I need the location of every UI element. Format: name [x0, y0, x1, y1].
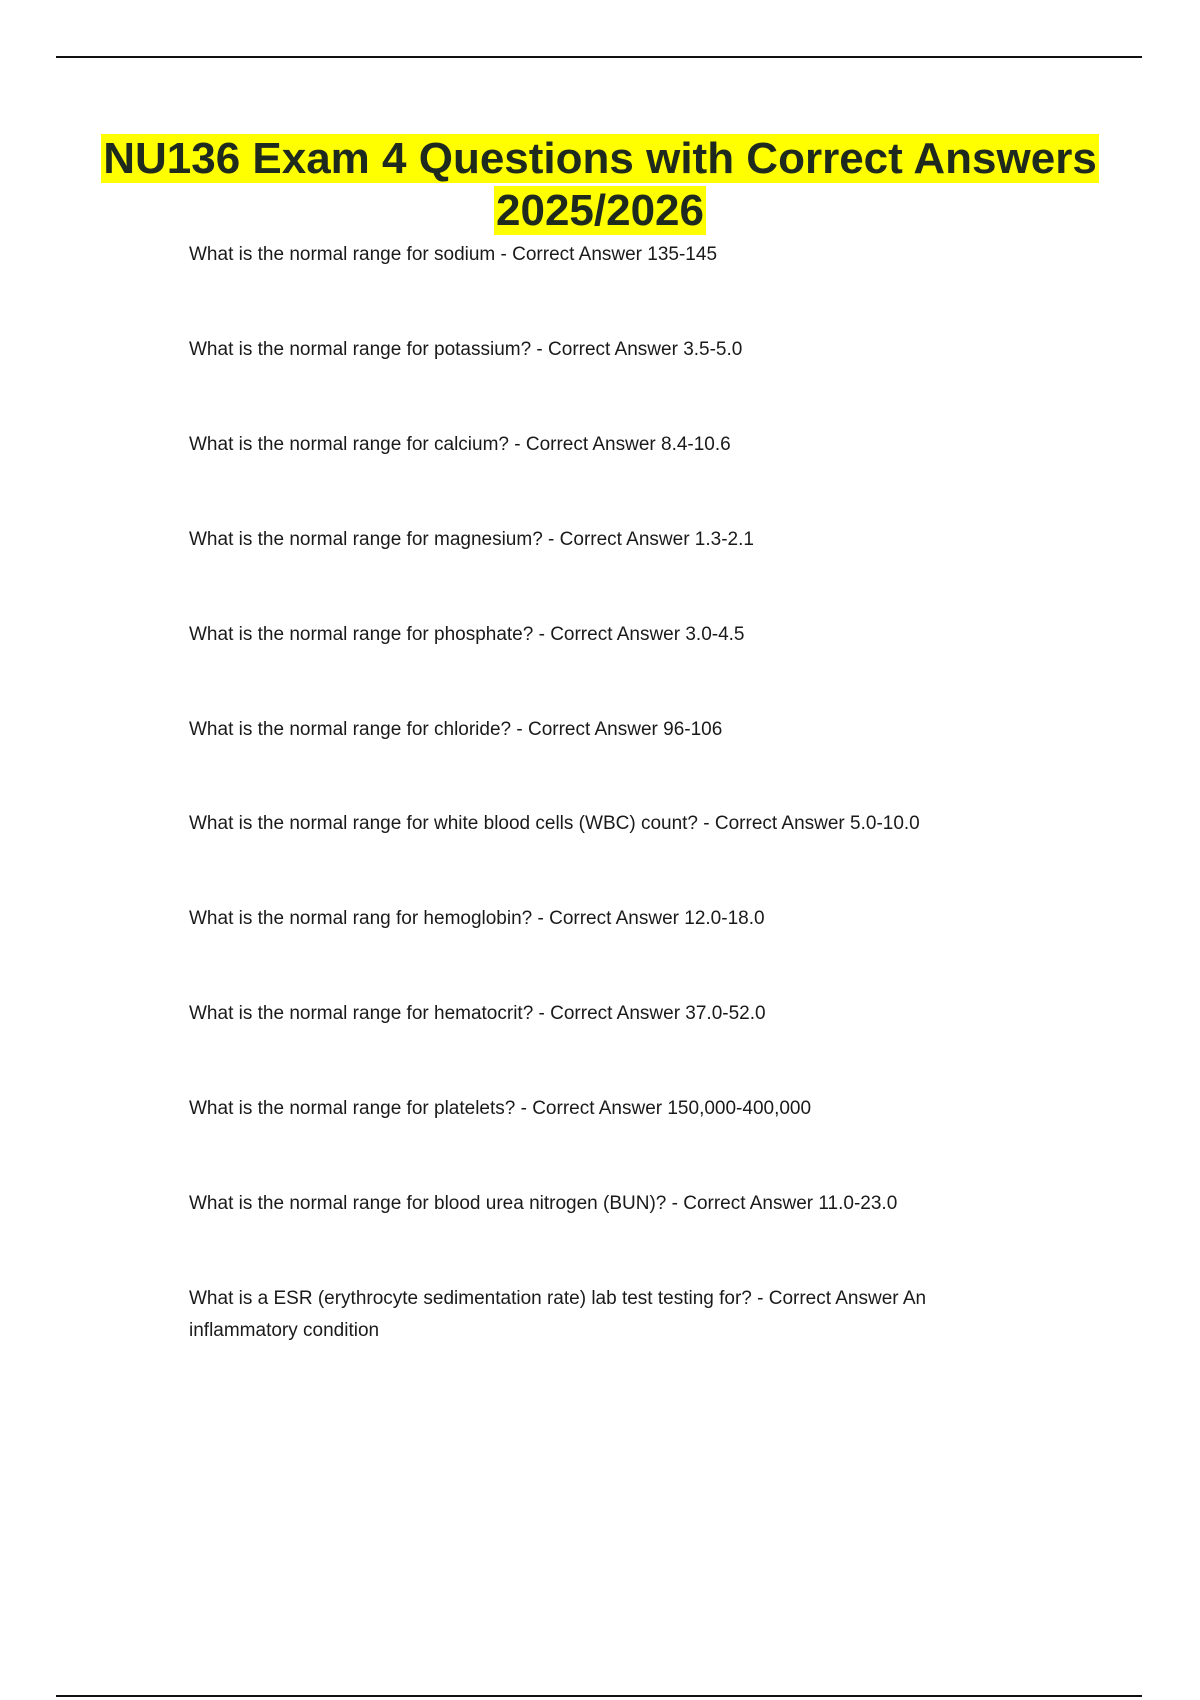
list-item: What is the normal range for sodium - Correct Answer 135-145	[189, 244, 718, 265]
title-highlight: NU136 Exam 4 Questions with Correct Answers 2025/2026	[103, 134, 1097, 235]
list-item: What is a ESR (erythrocyte sedimentation rate) lab test testing for? - Correct Answer An inflammatory condition	[189, 1288, 927, 1341]
list-item: What is the normal range for white blood cells (WBC) count? - Correct Answer 5.0-10.0	[189, 813, 920, 834]
list-item: What is the normal range for magnesium? - Correct Answer 1.3-2.1	[189, 529, 754, 550]
list-item: What is the normal rang for hemoglobin? - Correct Answer 12.0-18.0	[189, 908, 765, 929]
document-title	[100, 133, 1100, 237]
list-item: What is the normal range for calcium? - Correct Answer 8.4-10.6	[189, 434, 731, 455]
list-item: What is the normal range for chloride? - Correct Answer 96-106	[189, 719, 723, 740]
list-item: What is the normal range for potassium? - Correct Answer 3.5-5.0	[189, 339, 743, 360]
header-rule	[56, 56, 1142, 58]
list-item: What is the normal range for hematocrit? - Correct Answer 37.0-52.0	[189, 1003, 766, 1024]
list-item: What is the normal range for blood urea nitrogen (BUN)? - Correct Answer 11.0-23.0	[189, 1193, 898, 1214]
list-item: What is the normal range for platelets? - Correct Answer 150,000-400,000	[189, 1098, 812, 1119]
list-item: What is the normal range for phosphate? - Correct Answer 3.0-4.5	[189, 624, 745, 645]
footer-rule	[56, 1695, 1142, 1697]
